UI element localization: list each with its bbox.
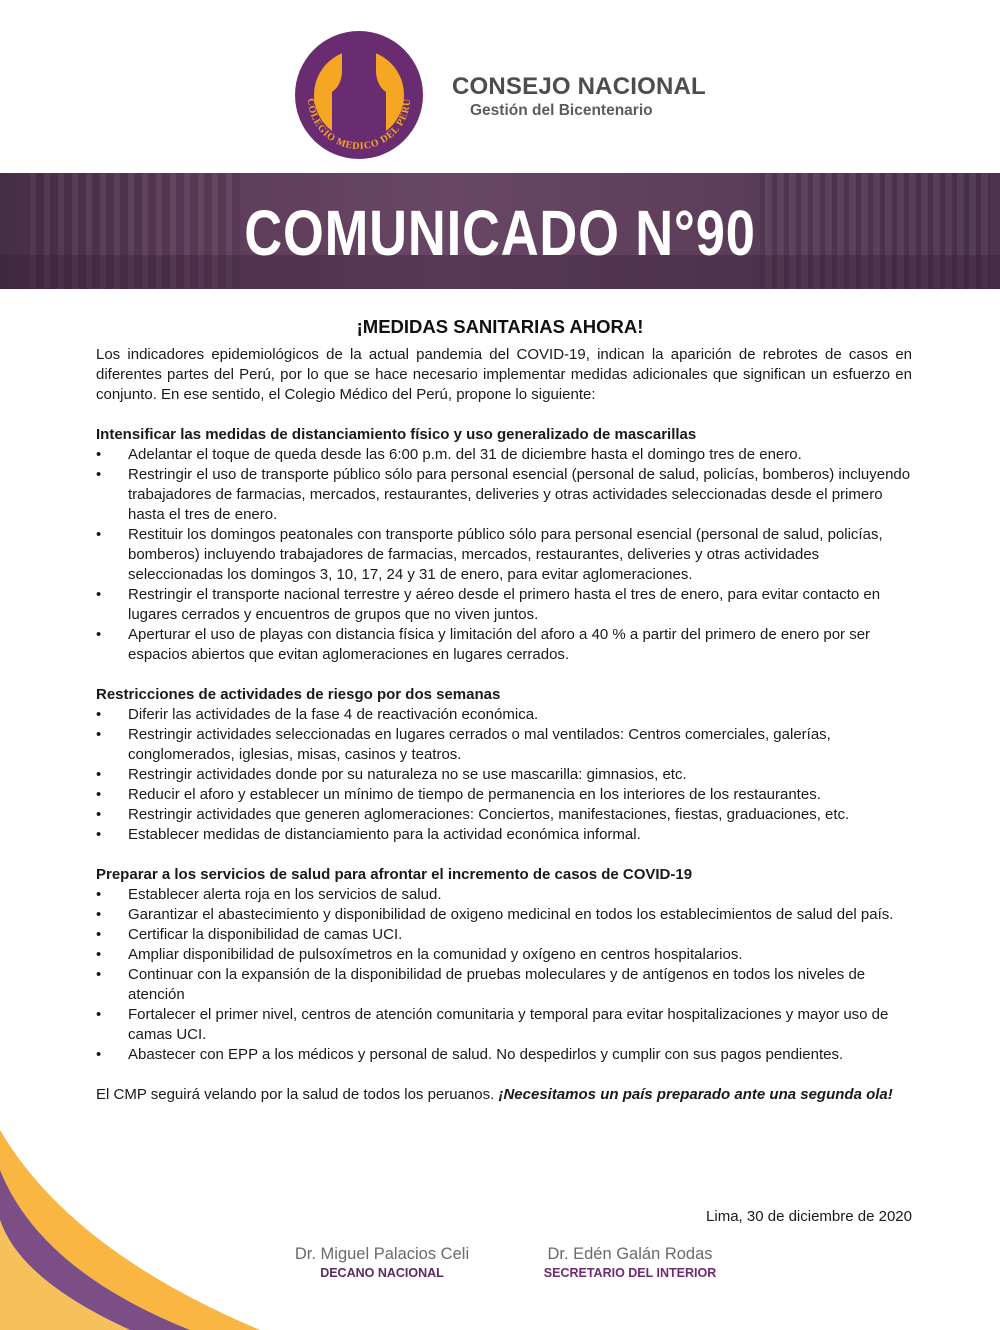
list-item: • Restringir el transporte nacional terrestre y aéreo desde el primero hasta el tres de enero, para evitar contacto en lugares cerrados y encuentros de grupos que no viven juntos. [96, 585, 912, 625]
list-item: • Establecer medidas de distanciamiento para la actividad económica informal. [96, 825, 912, 845]
signer-name: Dr. Edén Galán Rodas [547, 1245, 713, 1263]
list-item: • Establecer alerta roja en los servicios de salud. [96, 885, 912, 905]
list-item: • Ampliar disponibilidad de pulsoxímetros en la comunidad y oxígeno en centros hospitalarios. [96, 945, 912, 965]
document-date: Lima, 30 de diciembre de 2020 [706, 1208, 912, 1225]
closing-text: El CMP seguirá velando por la salud de todos los peruanos. [96, 1086, 495, 1103]
intro-paragraph: Los indicadores epidemiológicos de la actual pandemia del COVID-19, indican la aparición de rebrotes de casos en diferentes partes del Perú, por lo que se hace necesario implementar medidas adicionales que significan un esfuerzo en conjunto. En ese sentido, el Colegio Médico del Perú, propone lo siguiente: [96, 346, 912, 403]
document-body [96, 345, 912, 1105]
section-title: Restricciones de actividades de riesgo por dos semanas [96, 686, 501, 703]
list-item: • Diferir las actividades de la fase 4 de reactivación económica. [96, 705, 912, 725]
list-item: • Certificar la disponibilidad de camas UCI. [96, 925, 912, 945]
signature-block-decano [272, 1243, 492, 1281]
section-list [96, 885, 912, 1065]
list-item: • Restringir el uso de transporte público sólo para personal esencial (personal de salud, policías, bomberos) incluyendo trabajadores de farmacias, mercados, restaurantes, deliveries y otras actividades seleccionadas desde el primero hasta el tres de enero. [96, 465, 912, 525]
section-title: Preparar a los servicios de salud para afrontar el incremento de casos de COVID-19 [96, 866, 693, 883]
logo-ring-text: COLEGIO MEDICO DEL PERÚ [304, 97, 414, 153]
document-title: ¡MEDIDAS SANITARIAS AHORA! [356, 316, 644, 337]
list-item: • Adelantar el toque de queda desde las 6:00 p.m. del 31 de diciembre hasta el domingo tres de enero. [96, 445, 912, 465]
banner-title: COMUNICADO N°90 [244, 197, 756, 269]
section-list [96, 705, 912, 845]
org-block [452, 74, 706, 121]
signature-block-secretario [520, 1243, 740, 1281]
org-subtitle: Gestión del Bicentenario [470, 102, 653, 119]
signer-role: DECANO NACIONAL [320, 1266, 444, 1280]
list-item: • Restringir actividades seleccionadas en lugares cerrados o mal ventilados: Centros comerciales, galerías, conglomerados, iglesias, misas, casinos y teatros. [96, 725, 912, 765]
list-item: • Restituir los domingos peatonales con transporte público sólo para personal esencial (personal de salud, policías, bomberos) incluyendo trabajadores de farmacias, mercados, restaurantes, deliveries y otras actividades seleccionadas los domingos 3, 10, 17, 24 y 31 de enero, para evitar aglomeraciones. [96, 525, 912, 585]
colegio-medico-logo [294, 30, 424, 160]
closing-paragraph [96, 1085, 912, 1105]
signer-name: Dr. Miguel Palacios Celi [294, 1245, 470, 1263]
signer-role: SECRETARIO DEL INTERIOR [543, 1266, 717, 1280]
list-item: • Continuar con la expansión de la disponibilidad de pruebas moleculares y de antígenos en todos los niveles de atención [96, 965, 912, 1005]
banner [0, 173, 1000, 289]
list-item: • Abastecer con EPP a los médicos y personal de salud. No despedirlos y cumplir con sus pagos pendientes. [96, 1045, 912, 1065]
list-item: • Restringir actividades donde por su naturaleza no se use mascarilla: gimnasios, etc. [96, 765, 912, 785]
decorative-swoosh [0, 1130, 260, 1330]
list-item: • Garantizar el abastecimiento y disponibilidad de oxigeno medicinal en todos los establecimientos de salud del país. [96, 905, 912, 925]
list-item: • Fortalecer el primer nivel, centros de atención comunitaria y temporal para evitar hospitalizaciones y mayor uso de camas UCI. [96, 1005, 912, 1045]
org-title: CONSEJO NACIONAL [452, 73, 706, 100]
section-title: Intensificar las medidas de distanciamiento físico y uso generalizado de mascarillas [96, 426, 697, 443]
list-item: • Aperturar el uso de playas con distancia física y limitación del aforo a 40 % a partir del primero de enero por ser espacios abiertos que evitan aglomeraciones en lugares cerrados. [96, 625, 912, 665]
list-item: • Reducir el aforo y establecer un mínimo de tiempo de permanencia en los interiores de los restaurantes. [96, 785, 912, 805]
closing-emphasis: ¡Necesitamos un país preparado ante una segunda ola! [498, 1086, 893, 1103]
section-list [96, 445, 912, 665]
list-item: • Restringir actividades que generen aglomeraciones: Conciertos, manifestaciones, fiestas, graduaciones, etc. [96, 805, 912, 825]
